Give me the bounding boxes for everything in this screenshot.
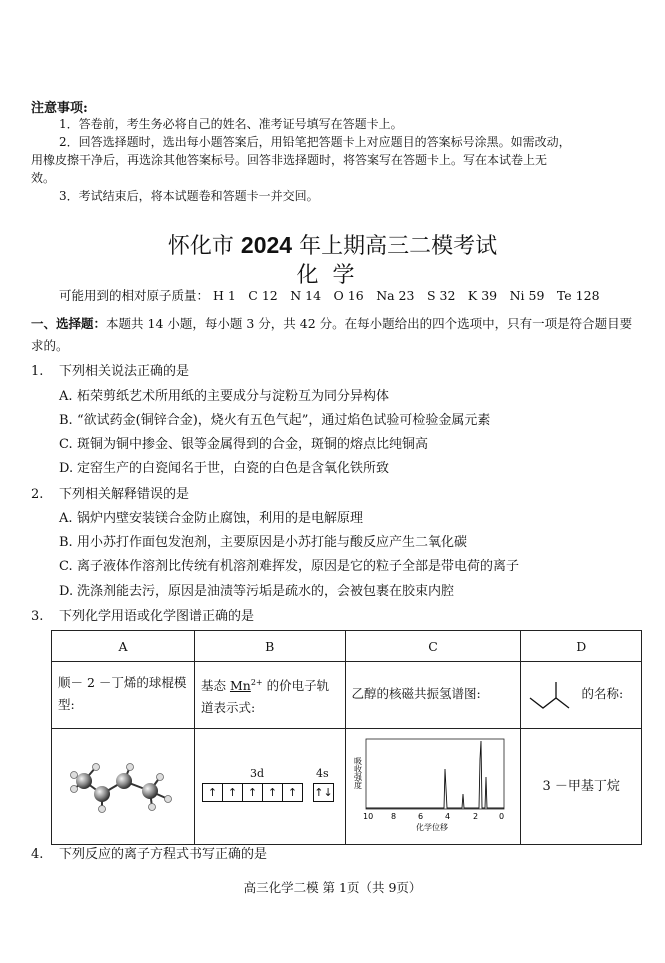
nmr-tick: 4 bbox=[444, 812, 450, 821]
question-1-option-a: A. 柘荣剪纸艺术所用纸的主要成分与淀粉互为同分异构体 bbox=[59, 389, 390, 404]
exam-title: 怀化市 2024 年上期高三二模考试 bbox=[167, 232, 498, 259]
question-3-stem: 3. 下列化学用语或化学图谱正确的是 bbox=[31, 609, 255, 624]
atomic-masses: 可能用到的相对原子质量： H 1 C 12 N 14 O 16 Na 23 S 32 K 39 Ni 59 Te 128 bbox=[59, 288, 600, 303]
table-header-b: B bbox=[194, 631, 345, 662]
orbital-3d-boxes bbox=[203, 783, 303, 802]
orbital-box: ↑ bbox=[202, 783, 223, 802]
orbital-box: ↑ bbox=[242, 783, 263, 802]
question-2-stem: 2. 下列相关解释错误的是 bbox=[31, 487, 190, 502]
question-2-option-c: C. 离子液体作溶剂比传统有机溶剂难挥发，原因是它的粒子全部是带电荷的离子 bbox=[59, 559, 520, 574]
subject-title: 化学 bbox=[296, 263, 369, 288]
orbital-box: ↑ bbox=[222, 783, 243, 802]
cell-d-desc: 的名称: bbox=[521, 662, 642, 729]
table-header-c: C bbox=[345, 631, 521, 662]
orbital-box: ↑ bbox=[282, 783, 303, 802]
cell-c-figure bbox=[345, 729, 521, 845]
table-header-d: D bbox=[521, 631, 642, 662]
page-footer: 高三化学二模 第 1页（共 9页） bbox=[243, 880, 422, 895]
notice-item: 用橡皮擦干净后，再选涂其他答案标号。回答非选择题时，将答案写在答题卡上。写在本试卷上无 bbox=[31, 153, 548, 167]
notice-item: 效。 bbox=[31, 171, 56, 185]
notice-item: 2．回答选择题时，选出每小题答案后，用铅笔把答题卡上对应题目的答案标号涂黑。如需改动， bbox=[59, 135, 571, 149]
cell-b-desc: 基态 $Mn^{2+}$ 的价电子轨道表示式: bbox=[194, 662, 345, 729]
cell-b-figure bbox=[194, 729, 345, 845]
nmr-tick: 8 bbox=[390, 812, 396, 821]
notice-item: 1．答卷前，考生务必将自己的姓名、准考证号填写在答题卡上。 bbox=[59, 117, 403, 131]
question-1-stem: 1. 下列相关说法正确的是 bbox=[31, 364, 190, 379]
cell-c-desc: 乙醇的核磁共振氢谱图: bbox=[345, 662, 521, 729]
nmr-spectrum-chart bbox=[346, 729, 518, 841]
nmr-tick: 10 bbox=[362, 812, 373, 821]
question-1-option-b: B. “欲试药金(铜锌合金)，烧火有五色气起”，通过焰色试验可检验金属元素 bbox=[59, 413, 491, 428]
isopentane-skeleton-icon bbox=[527, 676, 583, 712]
orbital-4s-label: 4s bbox=[315, 767, 329, 780]
nmr-trace bbox=[366, 741, 504, 808]
nmr-tick: 2 bbox=[472, 812, 478, 821]
cell-a-desc: 顺－ 2 －丁烯的球棍模型: bbox=[52, 662, 195, 729]
question-1-option-c: C. 斑铜为铜中掺金、银等金属得到的合金，斑铜的熔点比纯铜高 bbox=[59, 437, 429, 452]
nmr-ylabel: 吸收强度 bbox=[353, 757, 362, 789]
notice-title: 注意事项: bbox=[31, 101, 88, 116]
cell-d-answer: 3 －甲基丁烷 bbox=[521, 729, 642, 845]
orbital-3d-label: 3d bbox=[249, 767, 265, 780]
question-3-table bbox=[51, 630, 642, 845]
ball-stick-model-icon bbox=[52, 729, 192, 841]
orbital-box: ↑↓ bbox=[313, 783, 334, 802]
question-2-option-a: A. 锅炉内壁安装镁合金防止腐蚀，利用的是电解原理 bbox=[59, 511, 364, 526]
cell-a-figure bbox=[52, 729, 195, 845]
table-header-a: A bbox=[52, 631, 195, 662]
nmr-tick: 6 bbox=[417, 812, 423, 821]
orbital-4s-box bbox=[314, 783, 334, 802]
question-2-option-d: D. 洗涤剂能去污，原因是油渍等污垢是疏水的，会被包裹在胶束内腔 bbox=[59, 584, 455, 599]
orbital-box: ↑ bbox=[262, 783, 283, 802]
section-heading: 一、选择题：本题共 14 小题，每小题 3 分，共 42 分。在每小题给出的四个选项中，只有一项是符合题目要求的。 bbox=[31, 316, 633, 353]
nmr-tick: 0 bbox=[498, 812, 504, 821]
notice-item: 3．考试结束后，将本试题卷和答题卡一并交回。 bbox=[59, 189, 319, 203]
question-4-stem: 4. 下列反应的离子方程式书写正确的是 bbox=[31, 847, 268, 862]
question-2-option-b: B. 用小苏打作面包发泡剂，主要原因是小苏打能与酸反应产生二氧化碳 bbox=[59, 535, 468, 550]
question-1-option-d: D. 定窑生产的白瓷闻名于世，白瓷的白色是含氧化铁所致 bbox=[59, 461, 390, 476]
nmr-xlabel: 化学位移 bbox=[415, 823, 448, 832]
